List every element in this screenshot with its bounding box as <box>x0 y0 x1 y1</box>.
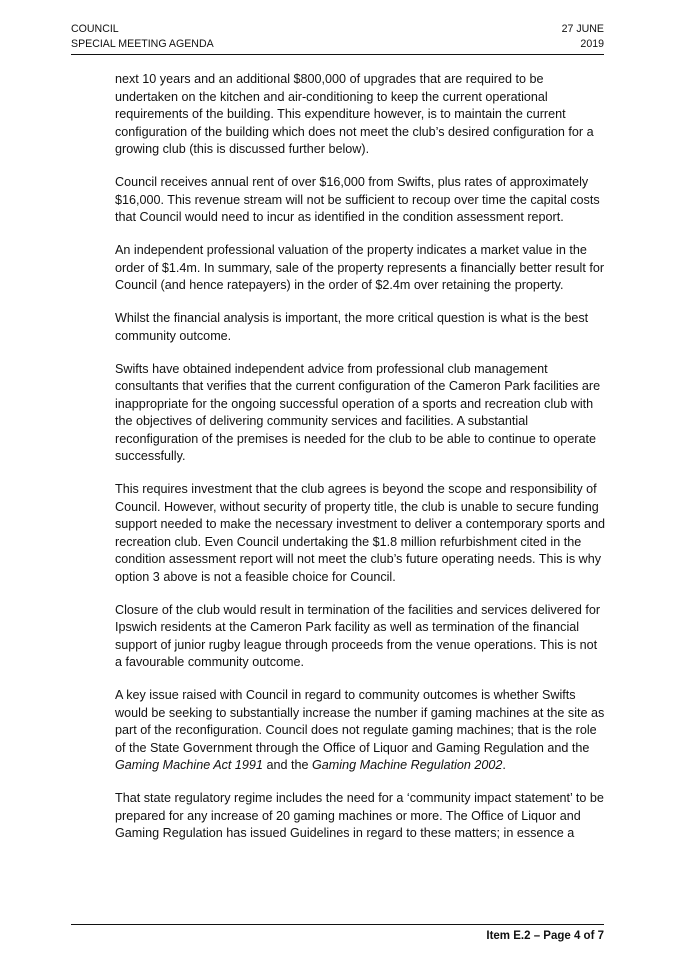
header-year: 2019 <box>580 38 604 50</box>
header-right <box>562 22 604 52</box>
document-body <box>115 71 607 858</box>
page-header <box>71 22 604 55</box>
header-left <box>71 22 214 52</box>
paragraph-4: Whilst the financial analysis is important, the more critical question is what is the best community outcome. <box>115 311 589 343</box>
paragraph-7: Closure of the club would result in termination of the facilities and services delivered for Ipswich residents at the Cameron Park facility as well as termination of the financial support of junior rugby league through proceeds from the venue operations. This is not a favourable community outcome. <box>115 602 601 669</box>
paragraph-3: An independent professional valuation of the property indicates a market value in the order of $1.4m. In summary, sale of the property represents a financially better result for Council (and hence ratepayers) in the order of $2.4m over retaining the property. <box>115 243 605 292</box>
header-meeting-type: SPECIAL MEETING AGENDA <box>71 38 214 50</box>
paragraph-8 <box>115 687 607 775</box>
page-number-label: Item E.2 – Page 4 of 7 <box>486 930 604 942</box>
paragraph-9: That state regulatory regime includes the need for a ‘community impact statement’ to be prepared for any increase of 20 gaming machines or more. The Office of Liquor and Gaming Regulation has issued Guidelines in regard to these matters; in essence a <box>115 791 604 840</box>
header-council: COUNCIL <box>71 23 119 35</box>
paragraph-6: This requires investment that the club agrees is beyond the scope and responsibility of Council. However, without security of property title, the club is unable to secure funding support needed to make the necessary investment to deliver a contemporary sports and recreation club. Even Council undertaking the $1.8 million refurbishment cited in the condition assessment report will not meet the club’s future operating needs. This is why option 3 above is not a feasible choice for Council. <box>115 482 606 584</box>
paragraph-1: next 10 years and an additional $800,000 of upgrades that are required to be undertaken on the kitchen and air-conditioning to keep the current operational requirements of the building. This expenditure however, is to maintain the current configuration of the building which does not meet the club’s desired configuration for a growing club (this is discussed further below). <box>115 72 594 156</box>
footer-divider <box>71 924 604 925</box>
gaming-machine-regulation-title: Gaming Machine Regulation 2002 <box>311 758 503 772</box>
paragraph-5: Swifts have obtained independent advice from professional club management consultants that verifies that the current configuration of the Cameron Park facilities are inappropriate for the ongoing successful operation of a sports and recreation club with the objectives of delivering community services and facilities. A substantial reconfiguration of the premises is needed for the club to be able to continue to operate successfully. <box>115 361 601 463</box>
paragraph-8-and: and the <box>262 758 312 772</box>
paragraph-8-end: . <box>502 758 506 772</box>
paragraph-2: Council receives annual rent of over $16,000 from Swifts, plus rates of approximately $16,000. This revenue stream will not be sufficient to recoup over time the capital costs that Council would need to incur as identified in the condition assessment report. <box>115 175 600 224</box>
header-date: 27 JUNE <box>561 23 604 35</box>
gaming-machine-act-title: Gaming Machine Act 1991 <box>115 758 263 772</box>
paragraph-8-text: A key issue raised with Council in regard to community outcomes is whether Swifts would be seeking to substantially increase the number if gaming machines at the site as part of the reconfiguration. Council does not regulate gaming machines; that is the role of the State Government through the Office of Liquor and Gaming Regulation and the <box>115 688 605 755</box>
